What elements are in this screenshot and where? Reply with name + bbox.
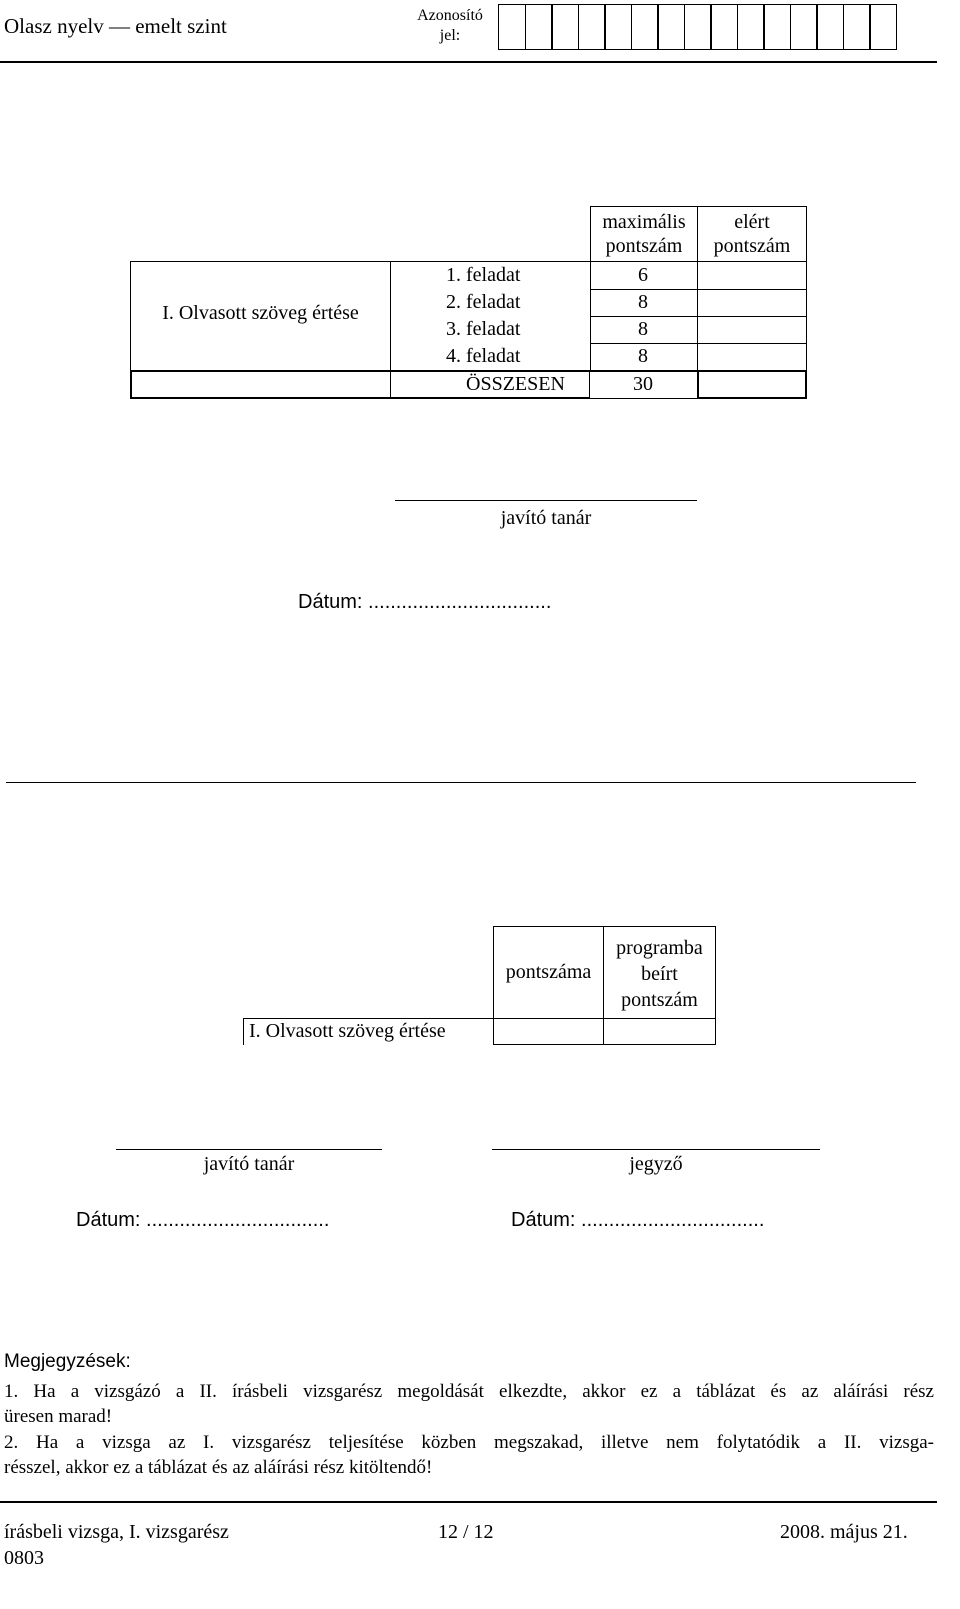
id-box[interactable] [790,4,818,50]
got-cell-2[interactable] [697,289,807,317]
id-box[interactable] [816,4,844,50]
total-label: ÖSSZESEN [466,373,565,395]
footer-rule [0,1501,937,1503]
section-label: I. Olvasott szöveg értése [162,302,359,324]
note-2-cont: résszel, akkor ez a táblázat és az aláírási rész kitöltendő! [4,1457,433,1478]
id-box[interactable] [604,4,632,50]
footer-center: 12 / 12 [438,1521,494,1543]
task-1-max: 6 [638,264,648,286]
signature-line-right[interactable] [492,1149,820,1150]
id-box[interactable] [498,4,526,50]
got-cell-4[interactable] [697,343,807,371]
entry-program-cell[interactable] [603,1018,716,1045]
col-max-line2: pontszám [605,235,683,257]
program-header-line3: pontszám [621,989,698,1011]
col-got-label [697,210,807,258]
id-box[interactable] [631,4,659,50]
col-max-label [590,210,698,258]
row-divider [590,343,698,344]
date-field-left[interactable]: Dátum: ................................. [76,1209,330,1231]
footer-left: írásbeli vizsga, I. vizsgarész [4,1521,229,1543]
col-max-line1: maximális [602,211,686,233]
footer-code: 0803 [4,1547,44,1569]
row-divider [590,316,698,317]
id-box[interactable] [684,4,712,50]
id-code-boxes[interactable] [498,4,896,50]
notes-heading: Megjegyzések: [4,1351,131,1372]
id-label [408,6,492,46]
id-box[interactable] [737,4,765,50]
program-header [603,935,716,1013]
id-box[interactable] [551,4,579,50]
id-label-line1: Azonosító [417,7,483,24]
total-got-cell[interactable] [697,370,807,399]
footer-right: 2008. május 21. [780,1521,908,1543]
signature-role-left: javító tanár [203,1153,295,1175]
signature-line-left[interactable] [116,1149,382,1150]
total-value: 30 [633,373,653,395]
task-3-label: 3. feladat [446,318,521,340]
id-box[interactable] [843,4,871,50]
task-2-max: 8 [638,291,648,313]
points-header: pontszáma [505,961,592,983]
task-1-label: 1. feladat [446,264,521,286]
col-got-line2: pontszám [713,235,791,257]
date-field-right[interactable]: Dátum: ................................. [511,1209,765,1231]
program-header-line2: beírt [641,963,678,985]
section-divider [6,782,916,783]
col-got-line1: elért [734,211,770,233]
got-cell-1[interactable] [697,261,807,290]
id-box[interactable] [710,4,738,50]
id-box[interactable] [578,4,606,50]
signature-line[interactable] [395,500,697,501]
header-rule [0,61,937,63]
signature-role: javító tanár [500,507,592,529]
id-box[interactable] [525,4,553,50]
signature-role-right: jegyző [629,1153,683,1175]
note-2: 2. Ha a vizsga az I. vizsgarész teljesítése közben megszakad, illetve nem folytatódik a II. vizsga- [4,1432,934,1453]
entry-points-cell[interactable] [493,1018,604,1045]
header-title: Olasz nyelv — emelt szint [4,14,227,38]
id-label-line2: jel: [439,27,461,44]
task-4-max: 8 [638,345,648,367]
date-field[interactable]: Dátum: ................................. [298,591,552,613]
id-box[interactable] [763,4,791,50]
note-1: 1. Ha a vizsgázó a II. írásbeli vizsgarész megoldását elkezdte, akkor ez a táblázat és az aláírási rész [4,1381,934,1402]
task-3-max: 8 [638,318,648,340]
program-header-line1: programba [616,937,703,959]
got-cell-3[interactable] [697,316,807,344]
task-2-label: 2. feladat [446,291,521,313]
note-1-cont: üresen marad! [4,1406,113,1427]
id-box[interactable] [657,4,685,50]
task-4-label: 4. feladat [446,345,521,367]
row-divider [590,289,698,290]
entry-section-label: I. Olvasott szöveg értése [249,1020,446,1042]
id-box[interactable] [869,4,897,50]
